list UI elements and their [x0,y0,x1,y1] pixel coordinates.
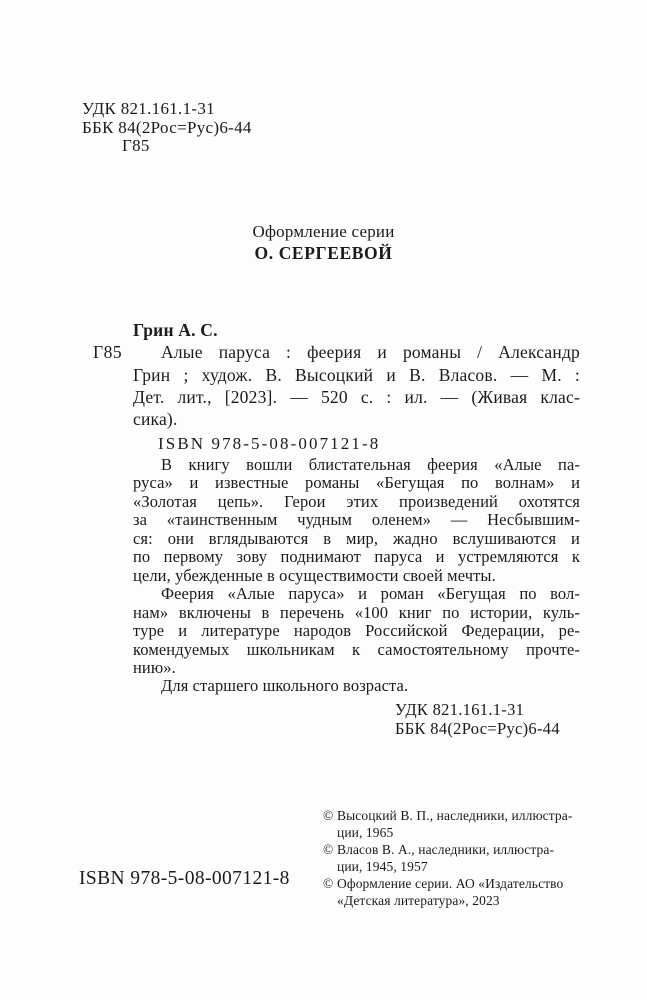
annotation-line: цели, убежденные в осуществимости своей мечты. [133,565,496,585]
copyright-text: Оформление серии. АО «Издательство [337,876,564,891]
card-description-line: Алые паруса : феерия и романы / Александр [161,342,580,363]
bottom-classification-block [395,701,560,738]
card-isbn: ISBN 978-5-08-007121-8 [158,434,381,453]
copyright-text: Власов В. А., наследники, иллюстра- [337,842,555,857]
copyright-text: ции, 1945, 1957 [337,859,428,874]
copyright-text: Высоцкий В. П., наследники, иллюстра- [337,808,573,823]
card-description-line: Грин ; худож. В. Высоцкий и В. Власов. — М. : [133,364,580,385]
card-author-heading: Грин А. С. [133,320,218,340]
card-description-line: Дет. лит., [2023]. — 520 с. : ил. — (Живая клас- [133,386,580,407]
copyright-list [323,807,591,909]
copyright-text: ции, 1965 [337,825,394,840]
copyright-symbol: © [323,808,334,823]
annotation-line: «Золотая цепь». Герои этих произведений охотятся [133,491,580,511]
annotation-line: Феерия «Алые паруса» и роман «Бегущая по вол- [161,584,580,604]
annotation-line: туре и литературе народов Российской Федерации, ре- [133,621,580,641]
footer-isbn: ISBN 978-5-08-007121-8 [79,868,290,889]
annotation-line: по первому зову поднимают паруса и устремляются к [133,547,580,567]
series-credit-label: Оформление серии [252,222,395,241]
copyright-symbol: © [323,876,334,891]
card-author-sign: Г85 [93,342,123,363]
copyright-text: «Детская литература», 2023 [337,893,500,908]
top-classification-block [82,100,252,156]
copyright-item [323,807,591,841]
annotation-line: нам» включены в перечень «100 книг по истории, куль- [133,602,580,622]
copyright-item [323,841,591,875]
series-designer-name: О. СЕРГЕЕВОЙ [254,242,393,263]
annotation-line: ся: они вглядываются в мир, жадно вслушиваются и [133,528,580,548]
copyright-symbol: © [323,842,334,857]
annotation-line: В книгу вошли блистательная феерия «Алые па- [161,455,580,474]
bbk-code: ББК 84(2Рос=Рус)6-44 [82,117,252,137]
annotation-line: руса» и известные романы «Бегущая по волнам» и [133,473,580,493]
udk-code: УДК 821.161.1-31 [395,700,525,719]
audience-note: Для старшего школьного возраста. [161,676,409,696]
catalog-card [93,319,580,430]
annotation-line: нию». [133,657,176,677]
author-sign: Г85 [122,136,150,155]
series-design-credit [0,222,647,263]
card-description-line: сика). [133,409,178,430]
bbk-code: ББК 84(2Рос=Рус)6-44 [395,718,560,738]
udk-code: УДК 821.161.1-31 [82,99,215,118]
annotation-line: комендуемых школьникам к самостоятельному прочте- [133,639,580,659]
annotation [133,456,580,696]
copyright-item [323,875,591,909]
annotation-line: за «таинственным чудным оленем» — Несбывшим- [133,510,580,530]
